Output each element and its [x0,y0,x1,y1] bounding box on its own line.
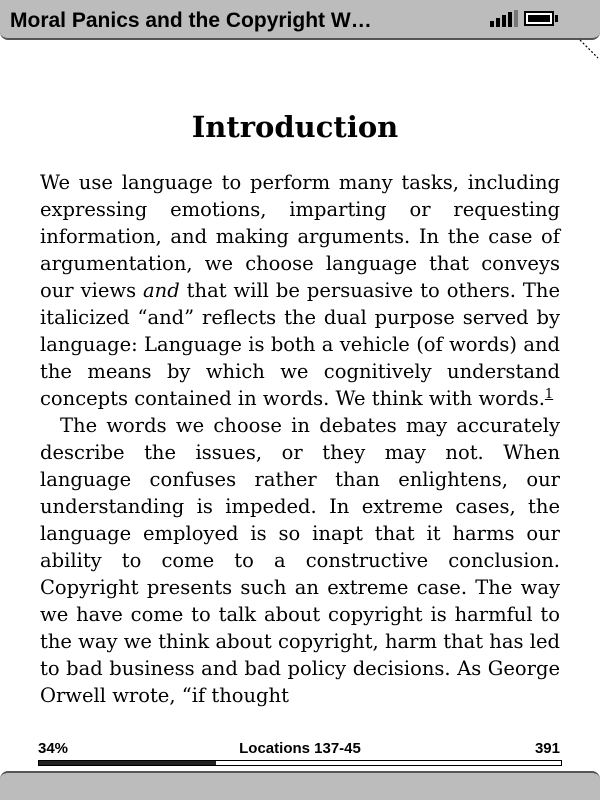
signal-bars-icon [490,10,520,27]
title-bar [0,0,600,40]
book-title: Moral Panics and the Copyright W… [10,9,372,32]
paragraph: The words we choose in debates may accurately describe the issues, or they may not. When language confuses rather than enlightens, our understanding is impeded. In extreme cases, the language employed is so inapt that it harms our ability to come to a constructive conclusion. Copyright presents such an extreme case. The way we have come to talk about copyright is harmful to the way we think about copyright, harm that has led to bad business and bad policy decisions. As George Orwell wrote, “if thought [40,414,560,707]
bookmark-corner-icon[interactable] [576,38,600,62]
total-locations: 391 [534,740,560,757]
bottom-frame [0,771,600,800]
chapter-heading: Introduction [191,110,399,144]
battery-icon [524,11,554,26]
footnote-link[interactable]: 1 [544,387,554,402]
location-range: Locations 137-45 [239,740,361,757]
reading-text [40,169,560,709]
battery-cap [555,15,558,22]
progress-percent: 34% [38,740,69,757]
reading-progress-fill [39,761,216,765]
reading-progress-bar[interactable] [38,760,562,766]
paragraph: We use language to perform many tasks, including expressing emotions, imparting or requesting information, and making arguments. In the case of argumentation, we choose language that conveys our views and that will be persuasive to others. The italicized “and” reflects the dual purpose served by language: Language is both a vehicle (of words) and the means by which we cognitively understand concepts contained in words. We think with words.$^1$ [40,171,560,410]
status-bar [0,740,600,760]
